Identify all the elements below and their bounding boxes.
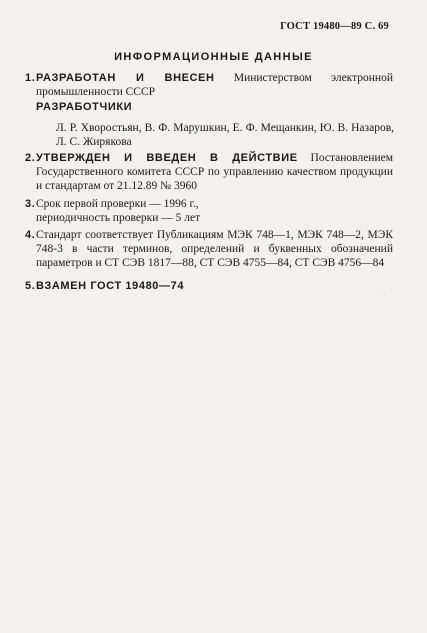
item-text: Срок первой проверки — 1996 г., периодичность проверки — 5 лет	[36, 198, 201, 224]
item-number: 1.	[25, 72, 36, 84]
item-text: Стандарт соответствует Публикациям МЭК 748—1, МЭК 748—2, МЭК 748-3 в части терминов, определений и буквенных обозначений параметров и СТ СЭВ 1817—88, СТ СЭВ 4755—84, СТ СЭВ 4756—84	[36, 229, 393, 269]
item-number: 2.	[25, 152, 36, 164]
item-lead: ВЗАМЕН ГОСТ 19480—74	[36, 280, 185, 292]
info-item-2	[25, 151, 393, 193]
item-text: Министерством электронной промышленности СССР	[36, 72, 393, 98]
item-number: 3.	[25, 198, 36, 210]
info-item-3	[25, 197, 225, 225]
item-number: 4.	[25, 229, 36, 241]
item-lead: РАЗРАБОТАН И ВНЕСЕН	[36, 72, 215, 84]
developers-list: Л. Р. Хворостьян, В. Ф. Марушкин, Е. Ф. Мещанкин, Ю. В. Назаров, Л. С. Жирякова	[56, 122, 394, 148]
item-number: 5.	[25, 280, 36, 292]
info-item-5	[25, 279, 393, 293]
page-reference: ГОСТ 19480—89 С. 69	[280, 21, 389, 32]
info-item-4	[25, 228, 393, 270]
developers-heading: РАЗРАБОТЧИКИ	[36, 101, 133, 113]
section-title: ИНФОРМАЦИОННЫЕ ДАННЫЕ	[114, 51, 313, 63]
item-text: Постановлением Государственного комитета СССР по управлению качеством продукции и стандартам от 21.12.89 № 3960	[36, 152, 393, 192]
info-item-1	[25, 71, 393, 99]
item-lead: УТВЕРЖДЕН И ВВЕДЕН В ДЕЙСТВИЕ	[36, 152, 298, 164]
print-speck: · ·	[380, 293, 386, 299]
